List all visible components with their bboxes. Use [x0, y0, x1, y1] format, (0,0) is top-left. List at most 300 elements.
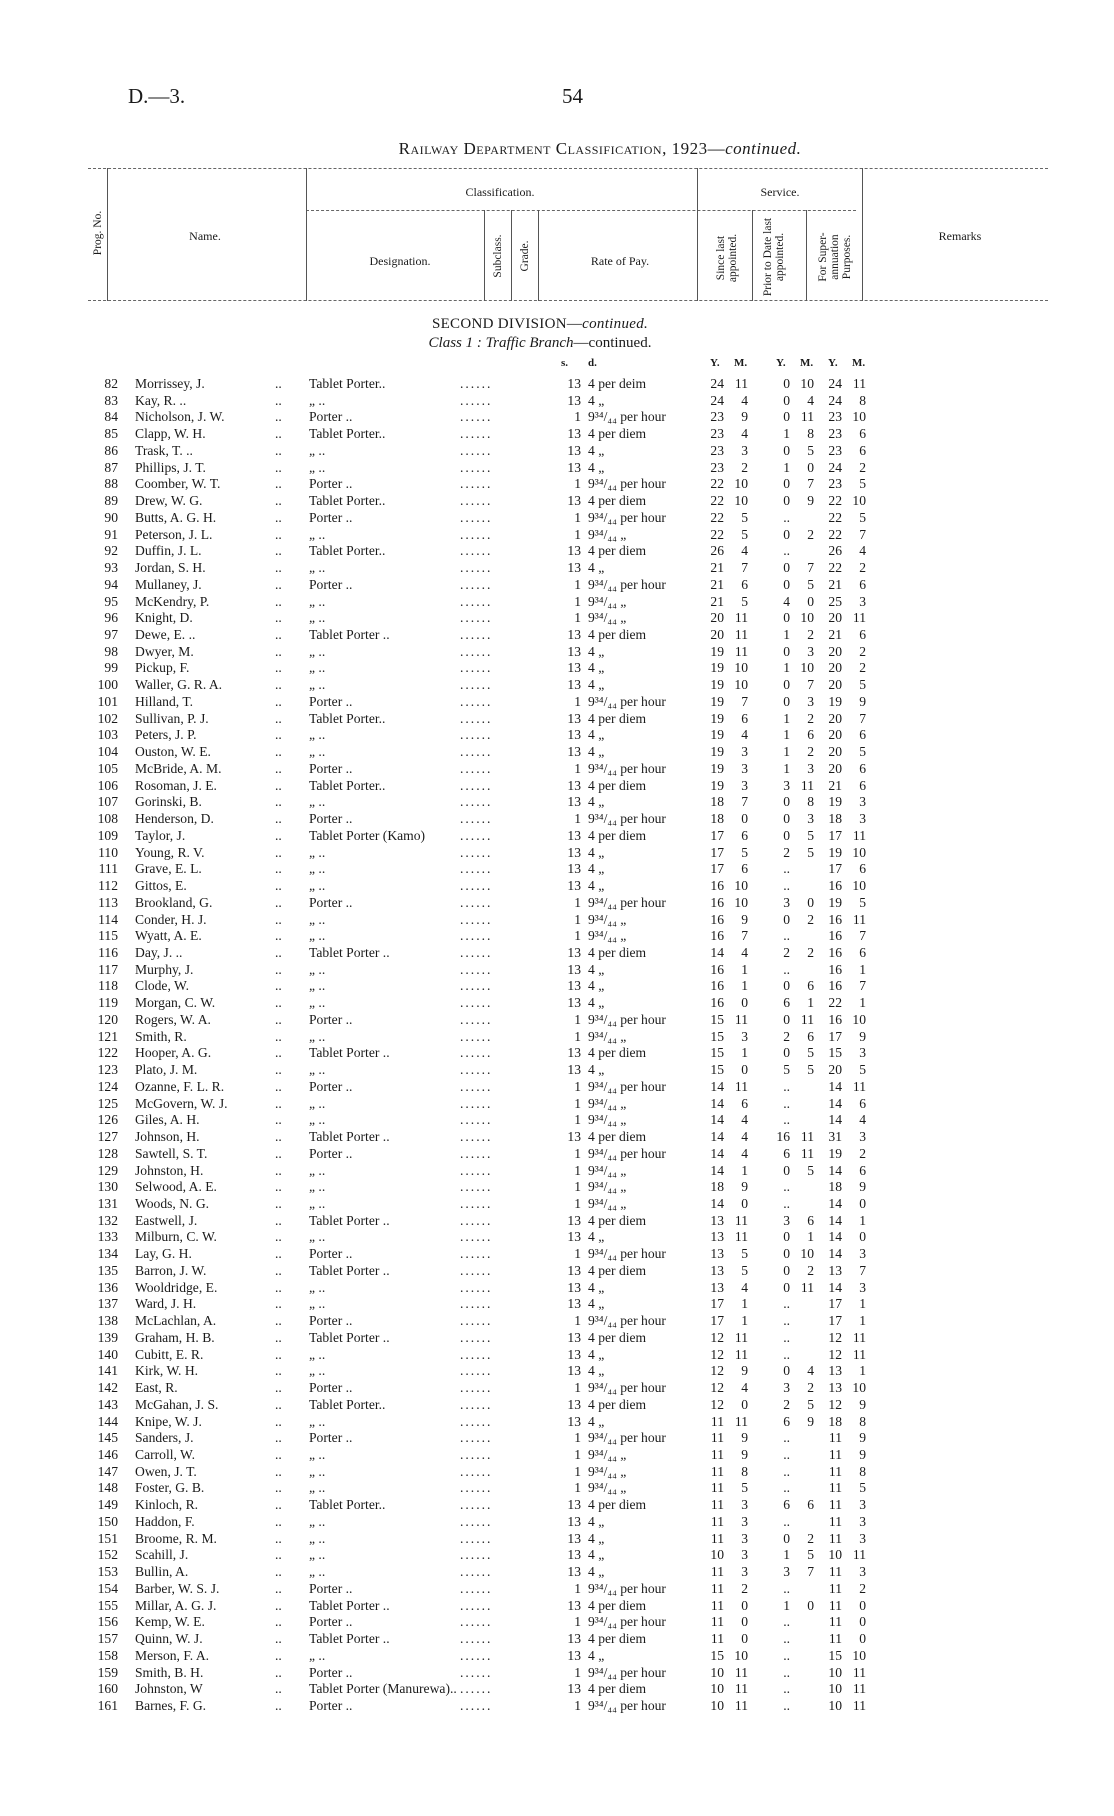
table-row	[0, 1146, 1114, 1163]
since-last-months: 0	[741, 1195, 748, 1211]
prior-months: 10	[800, 1246, 814, 1262]
prior-years: 3	[783, 1564, 790, 1580]
table-row	[0, 1497, 1114, 1514]
unit-months: M.	[800, 357, 814, 369]
leader-dots: ..	[275, 978, 282, 994]
employee-name: Kirk, W. H.	[135, 1363, 199, 1379]
pay-rate: 9³⁴/₄₄ per hour	[588, 1313, 666, 1329]
since-last-months: 4	[741, 1112, 748, 1128]
designation: „ ..	[309, 1513, 326, 1529]
unit-years: Y.	[828, 357, 838, 369]
table-row	[0, 895, 1114, 912]
leader-dots: ..	[275, 693, 282, 709]
since-last-months: 4	[741, 392, 748, 408]
leader-dots: ..	[275, 1262, 282, 1278]
since-last-months: 11	[734, 1664, 748, 1680]
leader-dots: ......	[460, 827, 493, 843]
designation: „ ..	[309, 1530, 326, 1546]
super-years: 14	[828, 1162, 842, 1178]
header-name: Name.	[189, 229, 221, 243]
prog-number: 94	[104, 576, 118, 592]
super-years: 22	[828, 995, 842, 1011]
prog-number: 152	[97, 1547, 118, 1563]
pay-shillings: 13	[567, 442, 581, 458]
table-row	[0, 1079, 1114, 1096]
designation: „ ..	[309, 995, 326, 1011]
designation: Tablet Porter ..	[309, 627, 390, 643]
leader-dots: ..	[275, 543, 282, 559]
employee-name: Clode, W.	[135, 978, 190, 994]
super-years: 16	[828, 978, 842, 994]
designation: Tablet Porter ..	[309, 1597, 390, 1613]
prior-months: 8	[807, 794, 814, 810]
employee-name: Sawtell, S. T.	[135, 1145, 208, 1161]
employee-name: Ouston, W. E.	[135, 744, 211, 760]
pay-rate: 9³⁴/₄₄ „	[588, 1112, 627, 1128]
since-last-months: 1	[741, 1296, 748, 1312]
super-years: 12	[828, 1346, 842, 1362]
table-row	[0, 1029, 1114, 1046]
since-last-months: 4	[741, 944, 748, 960]
prior-months: 2	[807, 1380, 814, 1396]
super-years: 19	[828, 894, 842, 910]
leader-dots: ......	[460, 693, 493, 709]
prog-number: 154	[97, 1580, 118, 1596]
unit-years: Y.	[710, 357, 720, 369]
leader-dots: ..	[275, 911, 282, 927]
leader-dots: ..	[275, 1313, 282, 1329]
since-last-years: 14	[710, 1095, 724, 1111]
designation: Porter ..	[309, 1664, 353, 1680]
since-last-months: 7	[741, 693, 748, 709]
pay-shillings: 1	[574, 693, 581, 709]
prior-years: 0	[783, 693, 790, 709]
pay-rate: 4 per deim	[588, 376, 647, 391]
super-years: 19	[828, 794, 842, 810]
pay-shillings: 1	[574, 1179, 581, 1195]
leader-dots: ..	[275, 811, 282, 827]
leader-dots: ......	[460, 878, 493, 894]
pay-shillings: 1	[574, 1011, 581, 1027]
pay-shillings: 1	[574, 894, 581, 910]
super-years: 12	[828, 1329, 842, 1345]
since-last-years: 11	[710, 1530, 724, 1546]
prog-number: 111	[98, 861, 118, 877]
leader-dots: ......	[460, 1430, 493, 1446]
since-last-months: 9	[741, 1447, 748, 1462]
leader-dots: ......	[460, 610, 493, 626]
super-months: 11	[852, 376, 866, 391]
pay-shillings: 1	[574, 811, 581, 827]
super-years: 22	[828, 560, 842, 576]
table-row	[0, 1648, 1114, 1665]
designation: „ ..	[309, 911, 326, 927]
super-months: 2	[859, 643, 866, 659]
pay-shillings: 13	[567, 1045, 581, 1061]
table-row	[0, 1514, 1114, 1531]
table-row	[0, 1163, 1114, 1180]
super-years: 14	[828, 1195, 842, 1211]
leader-dots: ......	[460, 627, 493, 643]
prior-months: 7	[807, 476, 814, 492]
prior-years: 6	[783, 1413, 790, 1429]
since-last-years: 15	[710, 1028, 724, 1044]
super-months: 6	[859, 777, 866, 793]
table-row	[0, 1280, 1114, 1297]
super-months: 5	[859, 1062, 866, 1078]
table-row	[0, 493, 1114, 510]
prog-number: 118	[98, 978, 118, 994]
super-years: 14	[828, 1279, 842, 1295]
super-years: 19	[828, 1145, 842, 1161]
prog-number: 160	[97, 1681, 118, 1697]
leader-dots: ..	[275, 1011, 282, 1027]
pay-rate: 4 „	[588, 1513, 605, 1529]
designation: Porter ..	[309, 1145, 353, 1161]
leader-dots: ......	[460, 459, 493, 475]
header-divider	[806, 210, 807, 301]
pay-rate: 4 per diem	[588, 827, 647, 843]
table-row	[0, 1698, 1114, 1715]
since-last-months: 10	[734, 660, 748, 676]
title-main: Railway Department Classification,	[398, 139, 667, 158]
prog-number: 135	[97, 1262, 118, 1278]
leader-dots: ......	[460, 1631, 493, 1647]
designation: Porter ..	[309, 1430, 353, 1446]
super-months: 11	[852, 610, 866, 626]
employee-name: Selwood, A. E.	[135, 1179, 217, 1195]
leader-dots: ..	[275, 509, 282, 525]
super-years: 24	[828, 392, 842, 408]
pay-rate: 9³⁴/₄₄ „	[588, 1162, 627, 1178]
leader-dots: ......	[460, 1195, 493, 1211]
header-top-rule	[88, 168, 1048, 169]
prog-number: 157	[97, 1631, 118, 1647]
prior-months: 4	[807, 392, 814, 408]
pay-shillings: 13	[567, 1530, 581, 1546]
super-months: 3	[859, 593, 866, 609]
prior-years: 2	[783, 844, 790, 860]
leader-dots: ......	[460, 1380, 493, 1396]
super-years: 15	[828, 1045, 842, 1061]
prior-months: 1	[807, 995, 814, 1011]
table-row	[0, 912, 1114, 929]
prior-months: 7	[807, 1564, 814, 1580]
pay-rate: 9³⁴/₄₄ per hour	[588, 760, 666, 776]
pay-shillings: 1	[574, 1380, 581, 1396]
prior-months: 11	[800, 409, 814, 425]
super-years: 18	[828, 811, 842, 827]
leader-dots: ......	[460, 1664, 493, 1680]
super-months: 11	[852, 1329, 866, 1345]
prog-number: 103	[97, 727, 118, 743]
table-row	[0, 1581, 1114, 1598]
leader-dots: ..	[275, 1380, 282, 1396]
pay-shillings: 13	[567, 1346, 581, 1362]
pay-rate: 4 per diem	[588, 493, 647, 509]
since-last-months: 3	[741, 1497, 748, 1513]
employee-name: Hilland, T.	[135, 693, 194, 709]
leader-dots: ......	[460, 1447, 493, 1462]
table-row	[0, 828, 1114, 845]
leader-dots: ......	[460, 1530, 493, 1546]
employee-name: Broome, R. M.	[135, 1530, 217, 1546]
prior-years: 0	[783, 978, 790, 994]
since-last-years: 16	[710, 894, 724, 910]
pay-shillings: 13	[567, 459, 581, 475]
unit-years: Y.	[776, 357, 786, 369]
designation: „ ..	[309, 643, 326, 659]
leader-dots: ......	[460, 543, 493, 559]
designation: Porter ..	[309, 1380, 353, 1396]
leader-dots: ..	[275, 1597, 282, 1613]
leader-dots: ..	[275, 442, 282, 458]
since-last-months: 7	[741, 560, 748, 576]
pay-rate: 9³⁴/₄₄ „	[588, 1480, 627, 1496]
header-remarks: Remarks	[938, 229, 982, 243]
employee-name: Henderson, D.	[135, 811, 214, 827]
prog-number: 106	[97, 777, 118, 793]
since-last-years: 14	[710, 1129, 724, 1145]
prior-years: ..	[783, 1095, 790, 1111]
super-years: 17	[828, 1313, 842, 1329]
since-last-years: 18	[710, 811, 724, 827]
since-last-months: 9	[741, 1430, 748, 1446]
super-years: 20	[828, 610, 842, 626]
since-last-years: 21	[710, 576, 724, 592]
since-last-years: 13	[710, 1246, 724, 1262]
designation: Tablet Porter (Manurewa)..	[309, 1681, 457, 1697]
employee-name: Ozanne, F. L. R.	[135, 1078, 225, 1094]
leader-dots: ......	[460, 1011, 493, 1027]
since-last-months: 2	[741, 1580, 748, 1596]
prior-years: 2	[783, 1028, 790, 1044]
since-last-months: 1	[741, 1162, 748, 1178]
since-last-years: 18	[710, 794, 724, 810]
pay-rate: 4 per diem	[588, 944, 647, 960]
super-months: 6	[859, 944, 866, 960]
pay-rate: 4 „	[588, 442, 605, 458]
since-last-months: 9	[741, 911, 748, 927]
designation: Porter ..	[309, 1011, 353, 1027]
prog-number: 159	[97, 1664, 118, 1680]
employee-name: Barron, J. W.	[135, 1262, 207, 1278]
designation: Porter ..	[309, 509, 353, 525]
prior-months: 9	[807, 1413, 814, 1429]
prior-months: 5	[807, 1162, 814, 1178]
prog-number: 133	[97, 1229, 118, 1245]
prog-number: 150	[97, 1513, 118, 1529]
employee-name: McLachlan, A.	[135, 1313, 217, 1329]
pay-shillings: 1	[574, 1447, 581, 1462]
designation: „ ..	[309, 1162, 326, 1178]
super-years: 14	[828, 1229, 842, 1245]
since-last-years: 13	[710, 1229, 724, 1245]
super-years: 22	[828, 509, 842, 525]
pay-shillings: 1	[574, 1313, 581, 1329]
leader-dots: ..	[275, 493, 282, 509]
since-last-years: 17	[710, 844, 724, 860]
since-last-years: 11	[710, 1580, 724, 1596]
prior-months: 5	[807, 1547, 814, 1563]
prog-number: 83	[104, 392, 118, 408]
since-last-years: 11	[710, 1480, 724, 1496]
header-classification: Classification.	[465, 185, 535, 199]
table-row	[0, 878, 1114, 895]
pay-shillings: 13	[567, 1681, 581, 1697]
super-years: 10	[828, 1547, 842, 1563]
prior-years: 0	[783, 442, 790, 458]
leader-dots: ......	[460, 777, 493, 793]
since-last-months: 6	[741, 1095, 748, 1111]
table-row	[0, 1380, 1114, 1397]
since-last-months: 5	[741, 509, 748, 525]
header-divider	[306, 168, 307, 301]
prior-months: 6	[807, 978, 814, 994]
super-months: 8	[859, 1463, 866, 1479]
prog-number: 126	[97, 1112, 118, 1128]
table-row	[0, 694, 1114, 711]
super-months: 3	[859, 1129, 866, 1145]
pay-rate: 9³⁴/₄₄ per hour	[588, 1246, 666, 1262]
leader-dots: ......	[460, 660, 493, 676]
leader-dots: ......	[460, 1413, 493, 1429]
leader-dots: ......	[460, 727, 493, 743]
employee-name: Rosoman, J. E.	[135, 777, 217, 793]
since-last-months: 11	[734, 1078, 748, 1094]
prior-months: 11	[800, 1145, 814, 1161]
table-row	[0, 610, 1114, 627]
leader-dots: ......	[460, 760, 493, 776]
since-last-months: 4	[741, 1380, 748, 1396]
leader-dots: ......	[460, 560, 493, 576]
leader-dots: ..	[275, 376, 282, 391]
super-months: 6	[859, 760, 866, 776]
class-continued: —continued.	[573, 335, 652, 351]
since-last-years: 24	[710, 392, 724, 408]
pay-rate: 4 „	[588, 1647, 605, 1663]
since-last-years: 16	[710, 928, 724, 944]
employee-name: Peters, J. P.	[135, 727, 197, 743]
super-months: 2	[859, 1580, 866, 1596]
designation: „ ..	[309, 1480, 326, 1496]
super-years: 14	[828, 1078, 842, 1094]
since-last-years: 14	[710, 1195, 724, 1211]
pay-rate: 4 per diem	[588, 1329, 647, 1345]
designation: „ ..	[309, 1296, 326, 1312]
prior-years: 4	[783, 593, 790, 609]
designation: Tablet Porter..	[309, 543, 386, 559]
since-last-months: 11	[734, 1346, 748, 1362]
pay-shillings: 13	[567, 1329, 581, 1345]
since-last-months: 5	[741, 593, 748, 609]
pay-rate: 9³⁴/₄₄ „	[588, 911, 627, 927]
table-row	[0, 1045, 1114, 1062]
designation: „ ..	[309, 459, 326, 475]
pay-shillings: 1	[574, 1480, 581, 1496]
prior-months: 5	[807, 827, 814, 843]
table-row	[0, 1213, 1114, 1230]
leader-dots: ......	[460, 1095, 493, 1111]
pay-shillings: 13	[567, 660, 581, 676]
leader-dots: ......	[460, 861, 493, 877]
since-last-months: 3	[741, 744, 748, 760]
employee-name: Day, J. ..	[135, 944, 183, 960]
employee-name: Hooper, A. G.	[135, 1045, 212, 1061]
table-row	[0, 1665, 1114, 1682]
table-row	[0, 778, 1114, 795]
super-years: 16	[828, 878, 842, 894]
table-row	[0, 928, 1114, 945]
pay-rate: 9³⁴/₄₄ „	[588, 1195, 627, 1211]
page-number: 54	[562, 84, 583, 108]
employee-name: Lay, G. H.	[135, 1246, 192, 1262]
employee-name: Barber, W. S. J.	[135, 1580, 220, 1596]
prior-years: ..	[783, 1179, 790, 1195]
prior-years: 0	[783, 526, 790, 542]
prior-years: 0	[783, 911, 790, 927]
since-last-months: 3	[741, 1547, 748, 1563]
designation: „ ..	[309, 593, 326, 609]
prog-number: 129	[97, 1162, 118, 1178]
prior-years: ..	[783, 1329, 790, 1345]
since-last-years: 17	[710, 1313, 724, 1329]
pay-shillings: 13	[567, 777, 581, 793]
pay-shillings: 13	[567, 560, 581, 576]
pay-shillings: 1	[574, 1112, 581, 1128]
prior-years: 0	[783, 610, 790, 626]
designation: Tablet Porter ..	[309, 1212, 390, 1228]
prior-months: 3	[807, 811, 814, 827]
designation: „ ..	[309, 744, 326, 760]
leader-dots: ..	[275, 1095, 282, 1111]
header-divider	[538, 210, 539, 301]
table-row	[0, 962, 1114, 979]
table-row	[0, 393, 1114, 410]
since-last-months: 3	[741, 1513, 748, 1529]
prior-years: 1	[783, 660, 790, 676]
pay-rate: 4 „	[588, 878, 605, 894]
super-years: 18	[828, 1413, 842, 1429]
pay-rate: 4 „	[588, 961, 605, 977]
prior-years: 0	[783, 1011, 790, 1027]
employee-name: Graham, H. B.	[135, 1329, 215, 1345]
table-row	[0, 845, 1114, 862]
super-months: 6	[859, 627, 866, 643]
prior-years: 1	[783, 760, 790, 776]
prior-months: 10	[800, 376, 814, 391]
designation: Tablet Porter ..	[309, 1262, 390, 1278]
designation: „ ..	[309, 560, 326, 576]
super-months: 5	[859, 894, 866, 910]
super-years: 13	[828, 1262, 842, 1278]
super-years: 11	[828, 1614, 842, 1630]
pay-rate: 9³⁴/₄₄ „	[588, 928, 627, 944]
pay-shillings: 1	[574, 509, 581, 525]
super-months: 0	[859, 1195, 866, 1211]
leader-dots: ..	[275, 1162, 282, 1178]
super-months: 3	[859, 1246, 866, 1262]
leader-dots: ..	[275, 1480, 282, 1496]
super-years: 21	[828, 777, 842, 793]
employee-name: Johnston, W	[135, 1681, 203, 1697]
designation: „ ..	[309, 1095, 326, 1111]
leader-dots: ..	[275, 894, 282, 910]
super-months: 1	[859, 1212, 866, 1228]
prog-number: 120	[97, 1011, 118, 1027]
pay-shillings: 1	[574, 1078, 581, 1094]
super-months: 11	[852, 1078, 866, 1094]
